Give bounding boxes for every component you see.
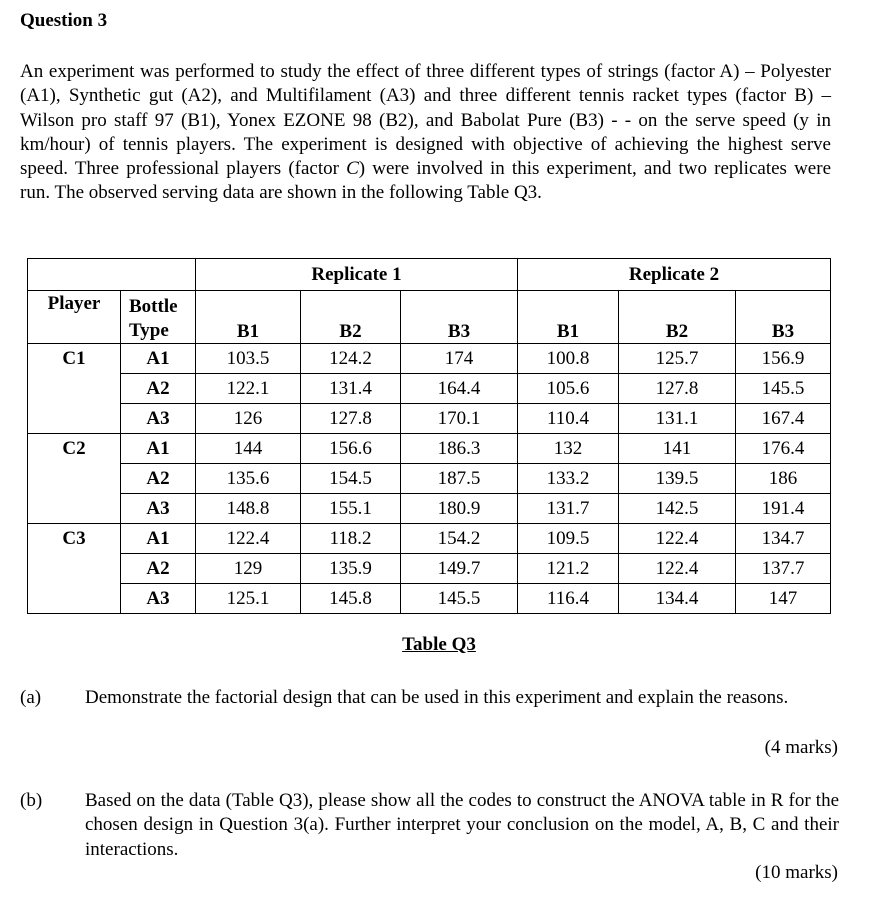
question-a (20, 686, 839, 710)
value-cell: 105.6 (518, 374, 619, 404)
value-cell: 135.9 (301, 554, 401, 584)
value-cell: 127.8 (301, 404, 401, 434)
value-cell: 144 (196, 434, 301, 464)
intro-text-end: ) were involved in this experiment, and two replicates were run. The observed serving data are shown in the following Table Q3. (20, 158, 831, 204)
value-cell: 164.4 (401, 374, 518, 404)
value-cell: 126 (196, 404, 301, 434)
table-row (28, 434, 831, 464)
value-cell: 109.5 (518, 524, 619, 554)
value-cell: 167.4 (736, 404, 831, 434)
value-cell: 129 (196, 554, 301, 584)
player-header: Player (28, 291, 121, 344)
value-cell: 191.4 (736, 494, 831, 524)
value-cell: 174 (401, 344, 518, 374)
value-cell: 122.1 (196, 374, 301, 404)
question-b (20, 789, 839, 862)
value-cell: 121.2 (518, 554, 619, 584)
value-cell: 122.4 (619, 554, 736, 584)
value-cell: 145.5 (736, 374, 831, 404)
question-title: Question 3 (20, 10, 108, 31)
value-cell: 132 (518, 434, 619, 464)
value-cell: 142.5 (619, 494, 736, 524)
value-cell: 100.8 (518, 344, 619, 374)
value-cell: 127.8 (619, 374, 736, 404)
question-b-label: (b) (20, 790, 43, 811)
value-cell: 145.5 (401, 584, 518, 614)
player-cell: C2 (28, 434, 121, 524)
value-cell: 156.6 (301, 434, 401, 464)
value-cell: 110.4 (518, 404, 619, 434)
intro-factor-c: C (346, 158, 359, 180)
value-cell: 137.7 (736, 554, 831, 584)
type-cell: A2 (121, 374, 196, 404)
b-header: B2 (301, 291, 401, 344)
value-cell: 116.4 (518, 584, 619, 614)
value-cell: 176.4 (736, 434, 831, 464)
intro-text: An experiment was performed to study the effect of three different types of strings (factor A) – Polyester (A1), Synthetic gut (A2), and Multifilament (A3) and three different tennis racket types (factor B) – Wilson pro staff 97 (B1), Yonex EZONE 98 (B2), and Babolat Pure (B3) - - on the serve speed (y in km/hour) of tennis players. The experiment is designed with objective of achieving the highest serve speed. Three professional players (factor (20, 61, 831, 180)
table-caption: Table Q3 (402, 634, 476, 655)
table-row (28, 494, 831, 524)
replicate-1-header: Replicate 1 (196, 259, 518, 291)
b-header: B2 (619, 291, 736, 344)
value-cell: 103.5 (196, 344, 301, 374)
type-cell: A2 (121, 464, 196, 494)
question-a-marks: (4 marks) (764, 737, 838, 758)
value-cell: 131.1 (619, 404, 736, 434)
value-cell: 186.3 (401, 434, 518, 464)
value-cell: 139.5 (619, 464, 736, 494)
type-cell: A1 (121, 344, 196, 374)
value-cell: 154.2 (401, 524, 518, 554)
value-cell: 134.7 (736, 524, 831, 554)
value-cell: 148.8 (196, 494, 301, 524)
value-cell: 156.9 (736, 344, 831, 374)
table-row (28, 344, 831, 374)
table-row (28, 464, 831, 494)
question-a-label: (a) (20, 687, 42, 708)
question-a-text: Demonstrate the factorial design that can be used in this experiment and explain the reasons. (85, 687, 789, 708)
data-table (27, 258, 831, 614)
table-row (28, 404, 831, 434)
player-cell: C1 (28, 344, 121, 434)
value-cell: 186 (736, 464, 831, 494)
question-intro (20, 60, 831, 206)
type-header: Bottle Type (121, 291, 196, 344)
table-row (28, 584, 831, 614)
value-cell: 149.7 (401, 554, 518, 584)
value-cell: 154.5 (301, 464, 401, 494)
b-header: B3 (401, 291, 518, 344)
b-header: B1 (196, 291, 301, 344)
value-cell: 170.1 (401, 404, 518, 434)
table-row (28, 554, 831, 584)
value-cell: 118.2 (301, 524, 401, 554)
value-cell: 122.4 (619, 524, 736, 554)
table-row (28, 524, 831, 554)
type-cell: A2 (121, 554, 196, 584)
value-cell: 122.4 (196, 524, 301, 554)
table-row (28, 374, 831, 404)
value-cell: 141 (619, 434, 736, 464)
type-cell: A3 (121, 494, 196, 524)
value-cell: 131.4 (301, 374, 401, 404)
b-header: B3 (736, 291, 831, 344)
replicate-2-header: Replicate 2 (518, 259, 831, 291)
value-cell: 134.4 (619, 584, 736, 614)
value-cell: 125.7 (619, 344, 736, 374)
player-cell: C3 (28, 524, 121, 614)
value-cell: 155.1 (301, 494, 401, 524)
type-cell: A3 (121, 404, 196, 434)
value-cell: 135.6 (196, 464, 301, 494)
value-cell: 145.8 (301, 584, 401, 614)
value-cell: 180.9 (401, 494, 518, 524)
question-b-text: Based on the data (Table Q3), please show all the codes to construct the ANOVA table in R for the chosen design in Question 3(a). Further interpret your conclusion on the model, A, B, C and their interactions. (85, 790, 839, 860)
value-cell: 131.7 (518, 494, 619, 524)
b-header: B1 (518, 291, 619, 344)
value-cell: 124.2 (301, 344, 401, 374)
type-cell: A1 (121, 434, 196, 464)
type-cell: A3 (121, 584, 196, 614)
question-b-marks: (10 marks) (755, 862, 838, 883)
value-cell: 125.1 (196, 584, 301, 614)
type-cell: A1 (121, 524, 196, 554)
value-cell: 133.2 (518, 464, 619, 494)
value-cell: 147 (736, 584, 831, 614)
value-cell: 187.5 (401, 464, 518, 494)
empty-header (28, 259, 196, 291)
